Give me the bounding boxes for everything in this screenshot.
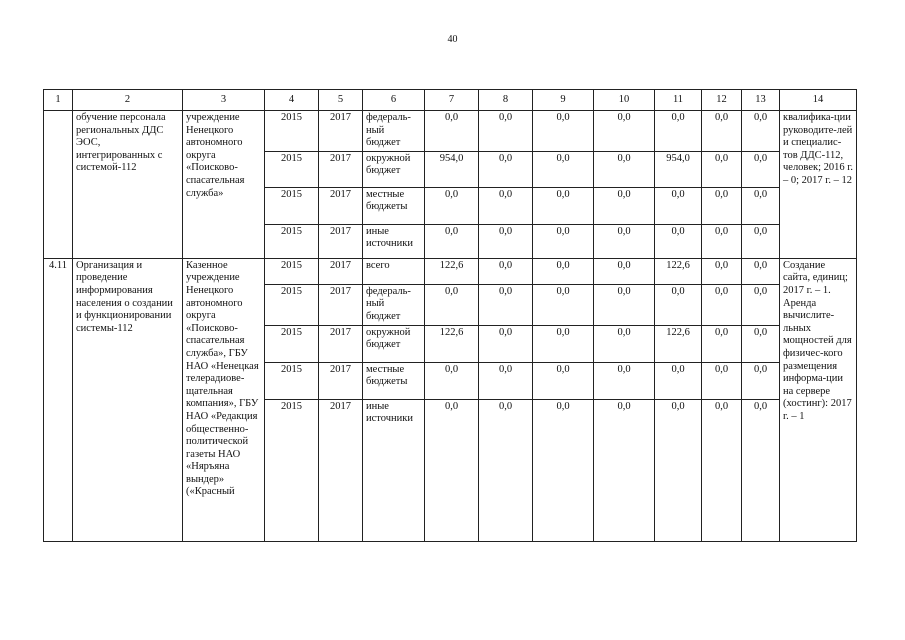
header-cell: 8 <box>479 90 533 111</box>
header-cell: 11 <box>655 90 702 111</box>
value-cell: 0,0 <box>655 399 702 541</box>
value-cell: 0,0 <box>425 224 479 258</box>
value-cell: 0,0 <box>425 362 479 399</box>
activity-name: обучение персонала региональных ДДС ЭОС, интегрированных с системой-112 <box>73 111 183 259</box>
header-cell: 10 <box>594 90 655 111</box>
table-row <box>44 258 857 284</box>
value-cell: 0,0 <box>533 325 594 362</box>
executor-name: Казенное учреждение Ненецкого автономного округа «Поисково-спасательная служба», ГБУ НАО «Ненецкая телерадиове-щательная компания», ГБУ НАО «Редакция общественно-политической газеты НАО «Няръяна вындер» («Красный <box>183 258 265 541</box>
value-cell: 0,0 <box>702 111 742 152</box>
value-cell: 0,0 <box>594 362 655 399</box>
header-cell: 5 <box>319 90 363 111</box>
value-cell: 122,6 <box>655 258 702 284</box>
value-cell: 0,0 <box>742 284 780 325</box>
funding-source: федераль-ный бюджет <box>363 111 425 152</box>
value-cell: 0,0 <box>742 325 780 362</box>
value-cell: 954,0 <box>655 151 702 187</box>
value-cell: 0,0 <box>702 258 742 284</box>
value-cell: 0,0 <box>594 111 655 152</box>
value-cell: 0,0 <box>702 362 742 399</box>
value-cell: 0,0 <box>425 399 479 541</box>
header-cell: 13 <box>742 90 780 111</box>
value-cell: 0,0 <box>702 399 742 541</box>
value-cell: 0,0 <box>594 399 655 541</box>
value-cell: 122,6 <box>425 258 479 284</box>
value-cell: 0,0 <box>425 187 479 224</box>
value-cell: 0,0 <box>655 224 702 258</box>
page-number: 40 <box>447 34 458 45</box>
header-cell: 9 <box>533 90 594 111</box>
value-cell: 0,0 <box>425 111 479 152</box>
table-row <box>44 111 857 152</box>
value-cell: 954,0 <box>425 151 479 187</box>
value-cell: 0,0 <box>533 399 594 541</box>
header-cell: 14 <box>780 90 857 111</box>
end-year: 2017 <box>319 325 363 362</box>
value-cell: 0,0 <box>742 258 780 284</box>
value-cell: 0,0 <box>742 187 780 224</box>
value-cell: 0,0 <box>655 284 702 325</box>
value-cell: 0,0 <box>742 399 780 541</box>
value-cell: 0,0 <box>533 111 594 152</box>
start-year: 2015 <box>265 399 319 541</box>
end-year: 2017 <box>319 151 363 187</box>
value-cell: 0,0 <box>533 187 594 224</box>
value-cell: 0,0 <box>594 151 655 187</box>
item-number <box>44 111 73 259</box>
end-year: 2017 <box>319 224 363 258</box>
header-cell: 1 <box>44 90 73 111</box>
value-cell: 0,0 <box>479 258 533 284</box>
start-year: 2015 <box>265 151 319 187</box>
header-cell: 12 <box>702 90 742 111</box>
value-cell: 0,0 <box>742 111 780 152</box>
value-cell: 0,0 <box>533 258 594 284</box>
start-year: 2015 <box>265 284 319 325</box>
end-year: 2017 <box>319 284 363 325</box>
value-cell: 0,0 <box>742 362 780 399</box>
value-cell: 0,0 <box>533 284 594 325</box>
end-year: 2017 <box>319 362 363 399</box>
header-row <box>44 90 857 111</box>
value-cell: 0,0 <box>533 362 594 399</box>
start-year: 2015 <box>265 111 319 152</box>
value-cell: 0,0 <box>594 258 655 284</box>
value-cell: 0,0 <box>479 399 533 541</box>
expected-result: квалифика-ции руководите-лей и специалис-тов ДДС-112, человек; 2016 г. – 0; 2017 г. – 12 <box>780 111 857 259</box>
end-year: 2017 <box>319 258 363 284</box>
value-cell: 0,0 <box>479 362 533 399</box>
value-cell: 0,0 <box>479 187 533 224</box>
header-cell: 6 <box>363 90 425 111</box>
funding-source: окружной бюджет <box>363 151 425 187</box>
value-cell: 0,0 <box>742 224 780 258</box>
value-cell: 0,0 <box>533 151 594 187</box>
header-cell: 3 <box>183 90 265 111</box>
value-cell: 0,0 <box>594 187 655 224</box>
value-cell: 0,0 <box>425 284 479 325</box>
value-cell: 0,0 <box>742 151 780 187</box>
value-cell: 0,0 <box>479 224 533 258</box>
value-cell: 0,0 <box>702 187 742 224</box>
value-cell: 0,0 <box>655 111 702 152</box>
value-cell: 0,0 <box>702 151 742 187</box>
start-year: 2015 <box>265 224 319 258</box>
value-cell: 0,0 <box>594 224 655 258</box>
activity-name: Организация и проведение информирования населения о создании и функционировании системы-112 <box>73 258 183 541</box>
value-cell: 0,0 <box>479 151 533 187</box>
value-cell: 122,6 <box>655 325 702 362</box>
end-year: 2017 <box>319 187 363 224</box>
value-cell: 0,0 <box>479 284 533 325</box>
funding-source: окружной бюджет <box>363 325 425 362</box>
funding-source: местные бюджеты <box>363 187 425 224</box>
funding-source: иные источники <box>363 224 425 258</box>
value-cell: 0,0 <box>702 224 742 258</box>
funding-source: всего <box>363 258 425 284</box>
funding-source: иные источники <box>363 399 425 541</box>
value-cell: 0,0 <box>594 284 655 325</box>
funding-table <box>43 89 857 542</box>
executor-name: учреждение Ненецкого автономного округа «Поисково-спасательная служба» <box>183 111 265 259</box>
value-cell: 0,0 <box>479 325 533 362</box>
header-cell: 4 <box>265 90 319 111</box>
start-year: 2015 <box>265 187 319 224</box>
value-cell: 0,0 <box>594 325 655 362</box>
value-cell: 0,0 <box>655 362 702 399</box>
header-cell: 2 <box>73 90 183 111</box>
start-year: 2015 <box>265 258 319 284</box>
value-cell: 122,6 <box>425 325 479 362</box>
funding-source: федераль-ный бюджет <box>363 284 425 325</box>
end-year: 2017 <box>319 111 363 152</box>
header-cell: 7 <box>425 90 479 111</box>
value-cell: 0,0 <box>702 284 742 325</box>
value-cell: 0,0 <box>702 325 742 362</box>
value-cell: 0,0 <box>479 111 533 152</box>
value-cell: 0,0 <box>655 187 702 224</box>
funding-source: местные бюджеты <box>363 362 425 399</box>
expected-result: Создание сайта, единиц; 2017 г. – 1. Аренда вычислите-льных мощностей для физичес-кого размещения информа-ции на сервере (хостинг): 2017 г. – 1 <box>780 258 857 541</box>
start-year: 2015 <box>265 362 319 399</box>
end-year: 2017 <box>319 399 363 541</box>
value-cell: 0,0 <box>533 224 594 258</box>
start-year: 2015 <box>265 325 319 362</box>
item-number: 4.11 <box>44 258 73 541</box>
